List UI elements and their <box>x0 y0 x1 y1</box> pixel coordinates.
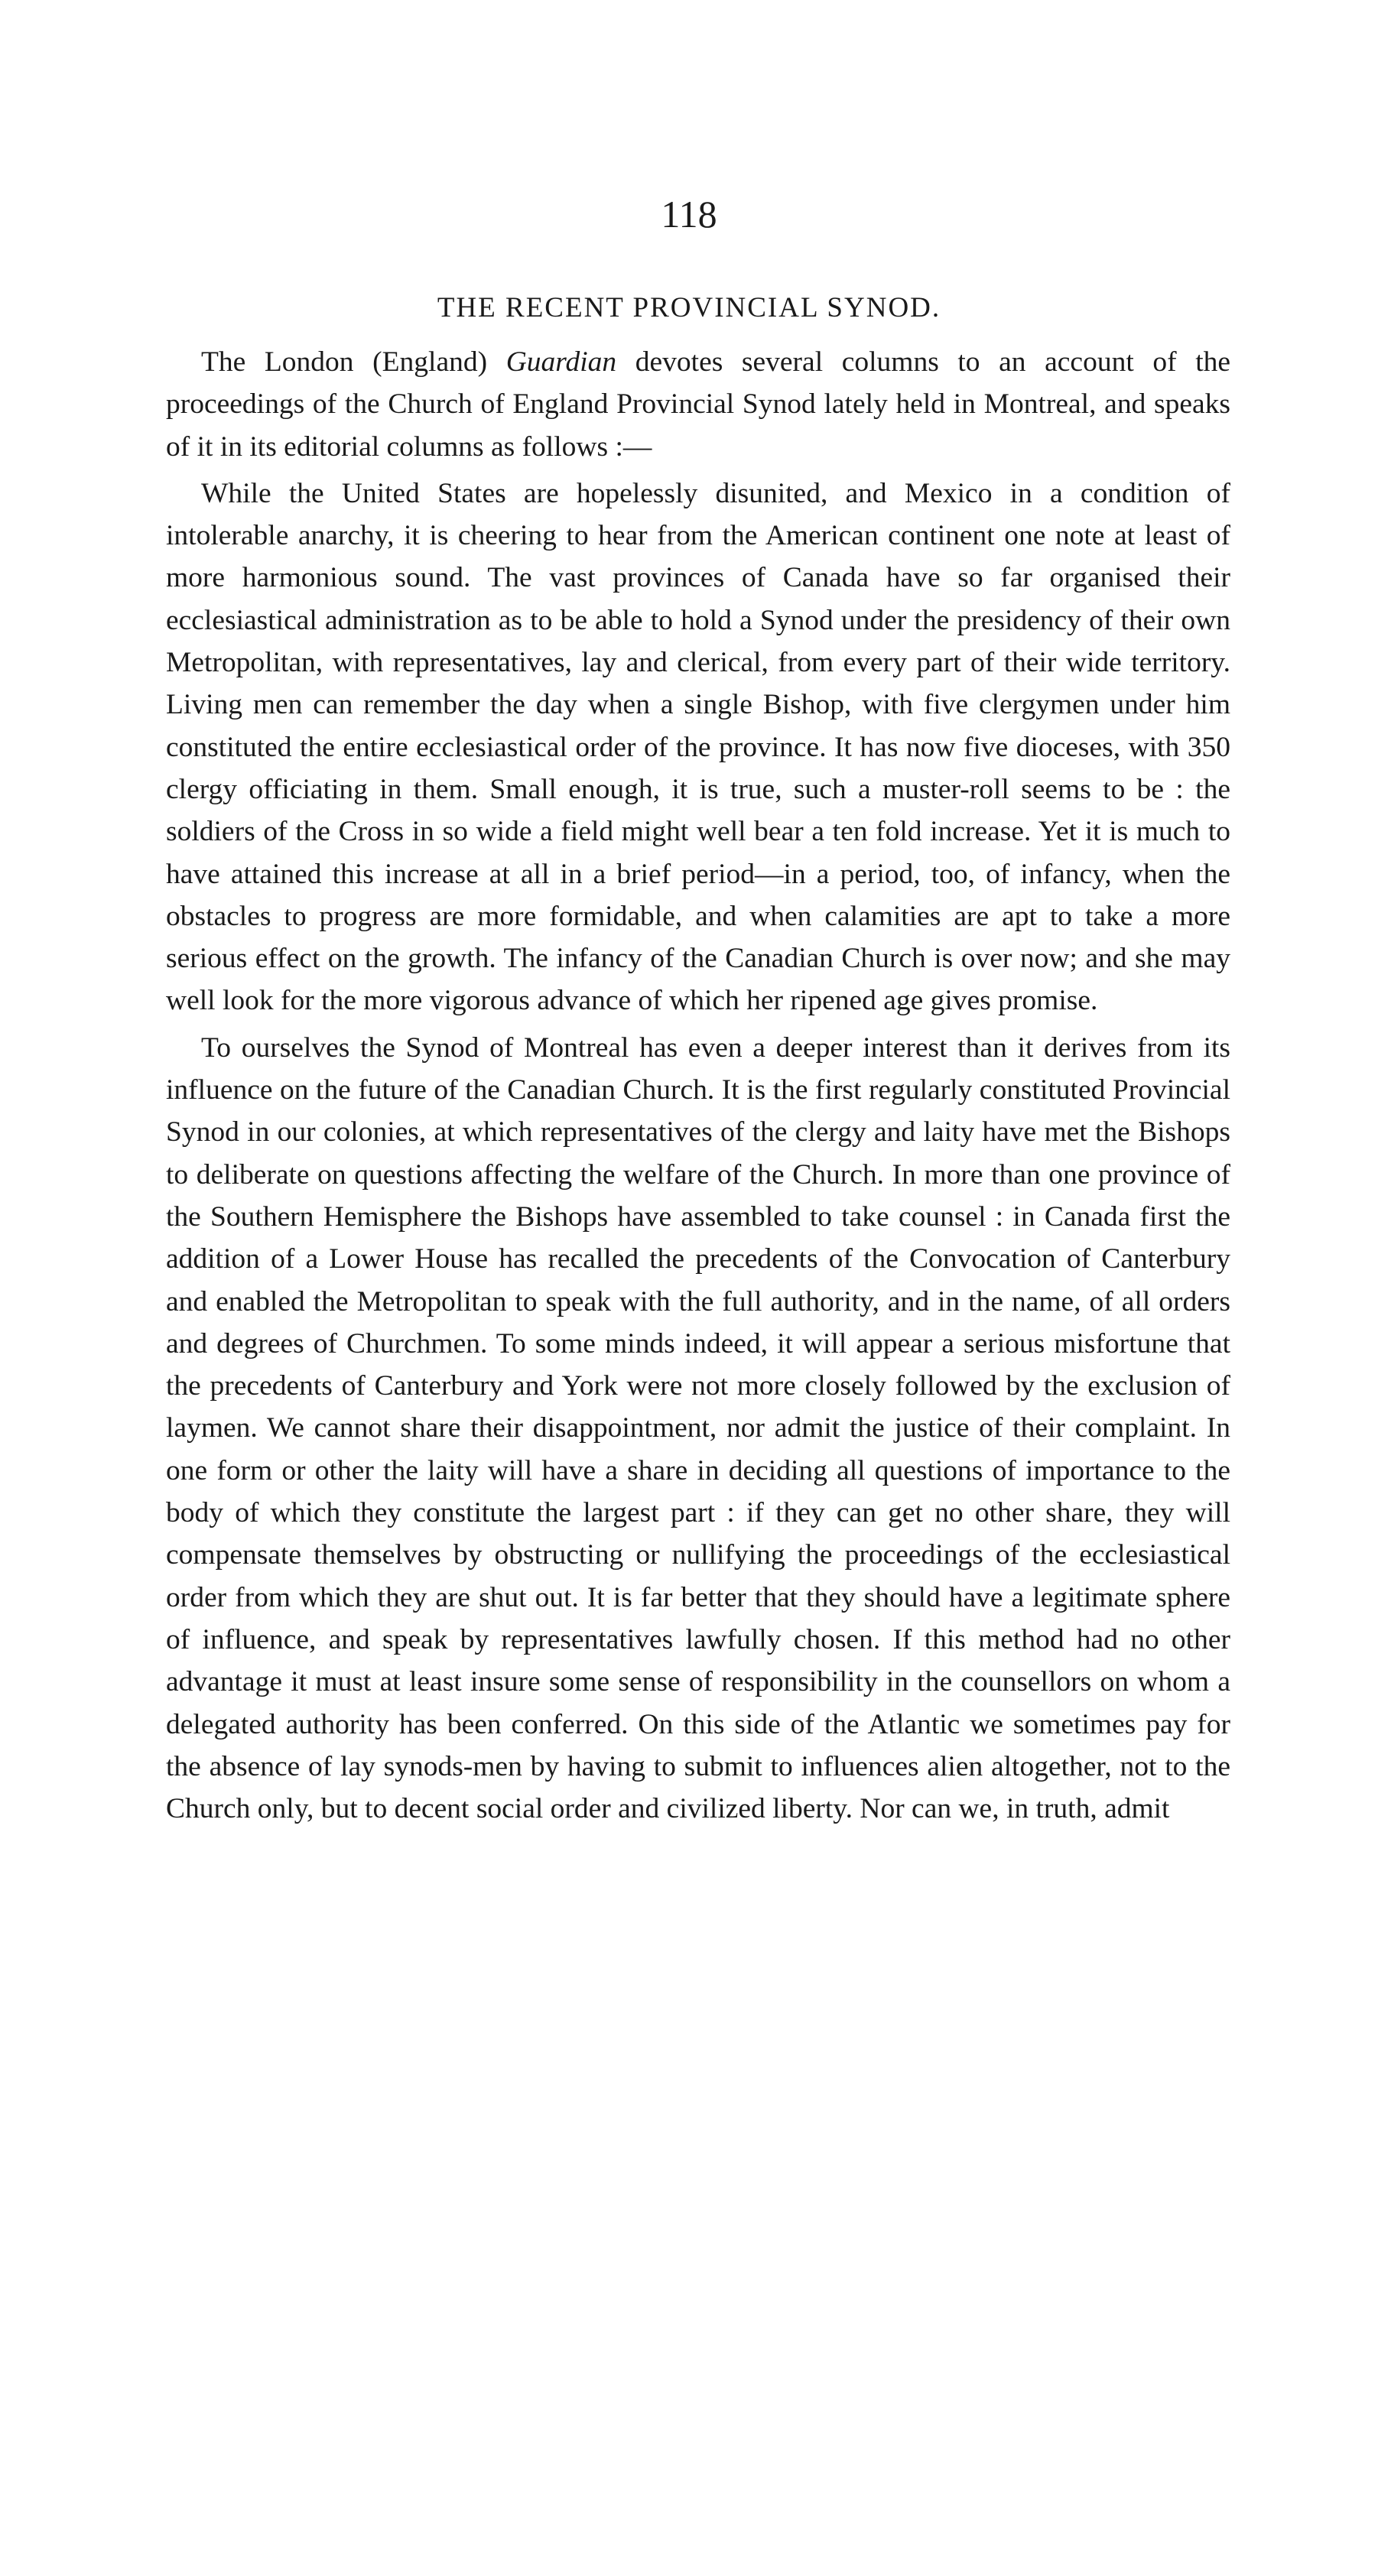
article-body <box>166 341 1230 1830</box>
article-title: THE RECENT PROVINCIAL SYNOD. <box>437 292 941 323</box>
page-number: 118 <box>661 193 717 236</box>
intro-text-end: devotes several columns to an account of the proceedings of the Church of England Provincial Synod lately held in Montreal, and speaks of it in its editorial columns as follows :— <box>166 346 1231 463</box>
intro-paragraph <box>166 341 1230 468</box>
quote-paragraph-1: While the United States are hopelessly disunited, and Mexico in a condition of intolerable anarchy, it is cheering to hear from the American continent one note at least of more harmonious sound. The vast provinces of Canada have so far organised their ecclesiastical administration as to be able to hold a Synod under the presidency of their own Metropolitan, with representatives, lay and clerical, from every part of their wide territory. Living men can remember the day when a single Bishop, with five clergymen under him constituted the entire ecclesiastical order of the province. It has now five dioceses, with 350 clergy officiating in them. Small enough, it is true, such a muster-roll seems to be : the soldiers of the Cross in so wide a field might well bear a ten fold increase. Yet it is much to have attained this increase at all in a brief period—in a period, too, of infancy, when the obstacles to progress are more formidable, and when calamities are apt to take a more serious effect on the growth. The infancy of the Canadian Church is over now; and she may well look for the more vigorous advance of which her ripened age gives promise. <box>166 477 1230 1017</box>
quote-paragraph-2: To ourselves the Synod of Montreal has even a deeper interest than it derives from its influence on the future of the Canadian Church. It is the first regularly constituted Provincial Synod in our colonies, at which representatives of the clergy and laity have met the Bishops to deliberate on questions affecting the welfare of the Church. In more than one province of the Southern Hemisphere the Bishops have assembled to take counsel : in Canada first the addition of a Lower House has recalled the precedents of the Convocation of Canterbury and enabled the Metropolitan to speak with the full authority, and in the name, of all orders and degrees of Churchmen. To some minds indeed, it will appear a serious misfortune that the precedents of Canterbury and York were not more closely followed by the exclusion of laymen. We cannot share their disappointment, nor admit the justice of their complaint. In one form or other the laity will have a share in deciding all questions of importance to the body of which they constitute the largest part : if they can get no other share, they will compensate themselves by obstructing or nullifying the proceedings of the ecclesiastical order from which they are shut out. It is far better that they should have a legitimate sphere of influence, and speak by representatives lawfully chosen. If this method had no other advantage it must at least insure some sense of responsibility in the counsellors on whom a delegated authority has been conferred. On this side of the Atlantic we sometimes pay for the absence of lay synods-men by having to submit to influences alien altogether, not to the Church only, but to decent social order and civilized liberty. Nor can we, in truth, admit <box>166 1031 1230 1825</box>
publication-name: Guardian <box>505 346 617 378</box>
intro-text-start: The London (England) <box>201 346 506 378</box>
